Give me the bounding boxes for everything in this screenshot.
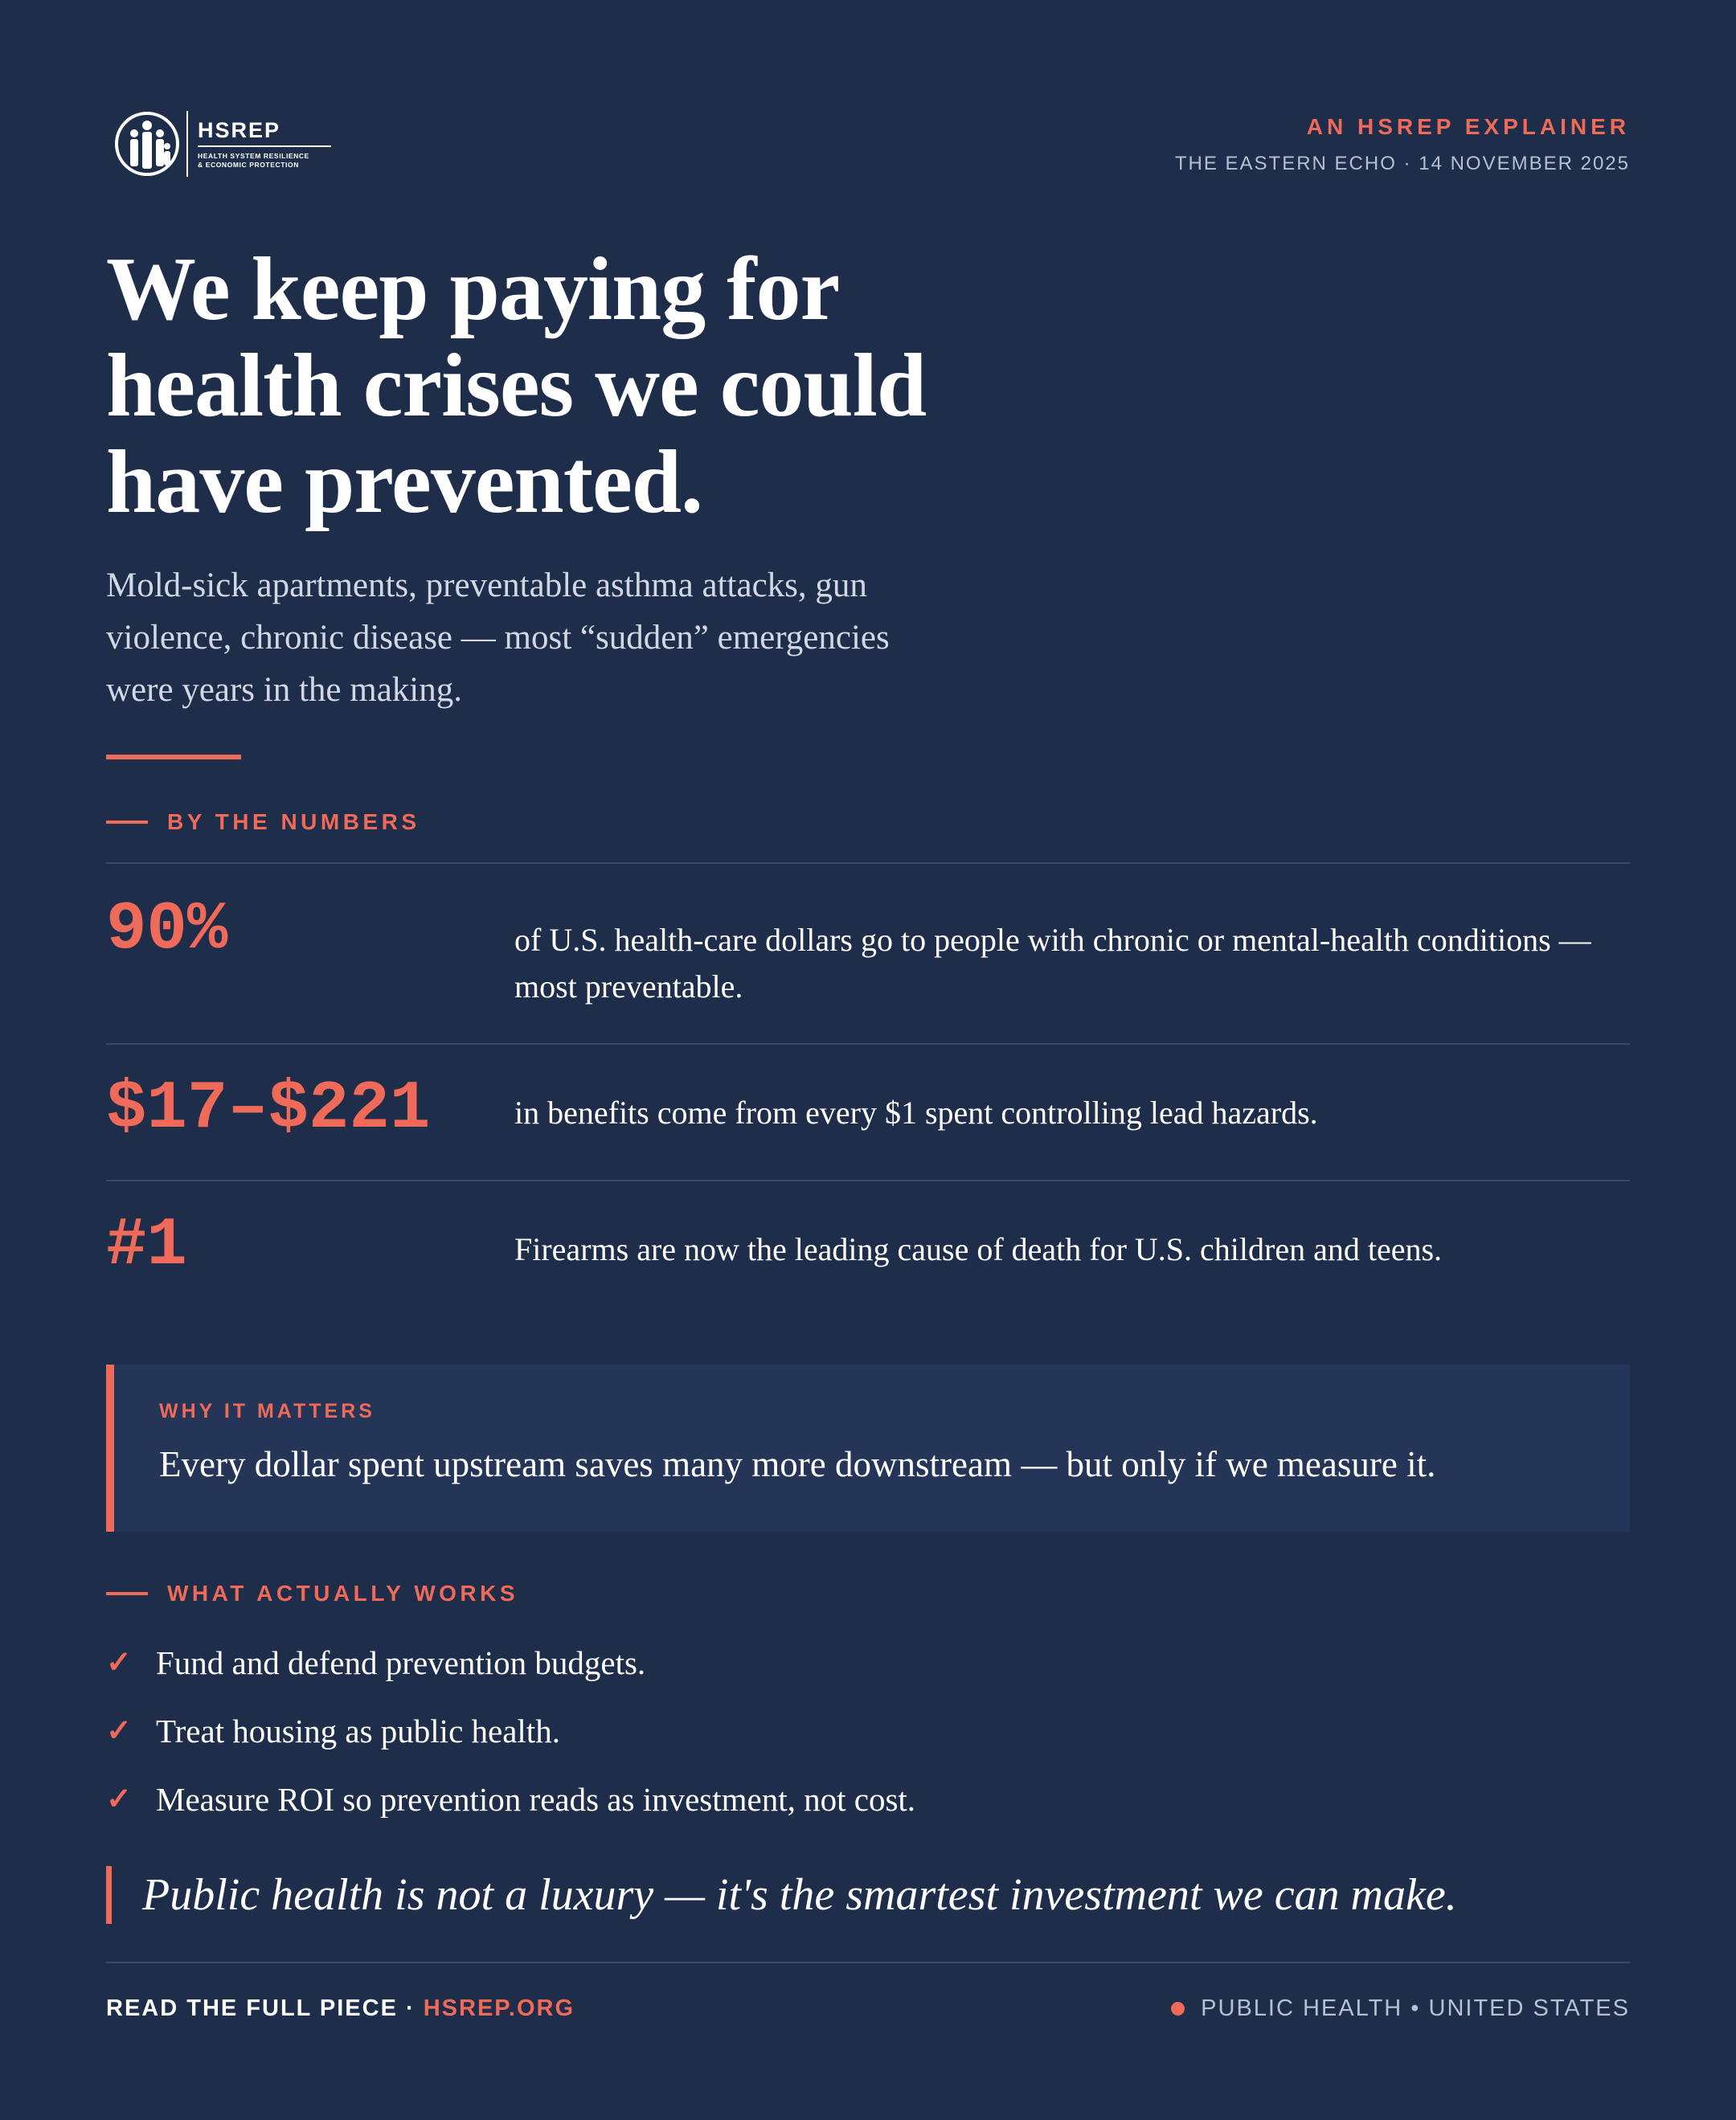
stats-list [106, 862, 1630, 1316]
footer-tags [1171, 1995, 1630, 2022]
stat-description: of U.S. health-care dollars go to people with chronic or mental-health conditions — most preventable. [514, 922, 1591, 1005]
footer-cta-text: READ THE FULL PIECE · [106, 1995, 416, 2021]
why-it-matters-callout [106, 1365, 1630, 1532]
stat-value: #1 [106, 1208, 187, 1284]
list-item-text: Measure ROI so prevention reads as investment, not cost. [156, 1780, 916, 1818]
stat-value: 90% [106, 892, 228, 968]
status-dot-icon [1171, 2002, 1185, 2016]
logo-wordmark [198, 118, 331, 170]
accent-divider [106, 755, 241, 759]
callout-text: Every dollar spent upstream saves many more downstream — but only if we measure it. [159, 1444, 1436, 1484]
explainer-kicker: AN HSREP EXPLAINER [1306, 114, 1630, 139]
section-dash [106, 821, 148, 824]
brand-name: HSREP [198, 118, 281, 142]
list-item-text: Fund and defend prevention budgets. [156, 1643, 646, 1681]
subheadline: Mold-sick apartments, preventable asthma attacks, gun violence, chronic disease — most “sudden” emergencies were years in the making. [106, 567, 890, 709]
checkmark-icon: ✓ [106, 1714, 132, 1748]
stat-row [106, 862, 1630, 1043]
stat-description: Firearms are now the leading cause of death for U.S. children and teens. [514, 1231, 1443, 1267]
dateline: THE EASTERN ECHO · 14 NOVEMBER 2025 [1174, 153, 1630, 174]
footer-cta [106, 1995, 575, 2022]
pull-quote-bar [106, 1866, 112, 1924]
logo-rule [198, 145, 331, 147]
brand-tagline-line1: HEALTH SYSTEM RESILIENCE [198, 152, 309, 160]
callout-label: WHY IT MATTERS [159, 1400, 375, 1422]
list-item [106, 1696, 915, 1765]
list-item [106, 1628, 915, 1696]
hsrep-logo[interactable] [114, 108, 331, 180]
section-label-text: BY THE NUMBERS [167, 809, 420, 834]
stat-value: $17–$221 [106, 1071, 431, 1148]
footer-divider [106, 1962, 1630, 1963]
page-title: We keep paying for health crises we could have prevented. [106, 239, 927, 532]
footer-tags-text: PUBLIC HEALTH • UNITED STATES [1201, 1995, 1630, 2021]
stat-row [106, 1180, 1630, 1316]
section-label-text: WHAT ACTUALLY WORKS [167, 1581, 519, 1606]
stat-row [106, 1043, 1630, 1180]
brand-tagline-line2: & ECONOMIC PROTECTION [198, 161, 299, 169]
section-label-works [106, 1581, 518, 1606]
pull-quote-text: Public health is not a luxury — it's the smartest investment we can make. [142, 1870, 1457, 1920]
checkmark-icon: ✓ [106, 1782, 132, 1816]
section-dash [106, 1592, 148, 1595]
people-in-circle-logo-icon [114, 108, 180, 180]
what-works-list [106, 1628, 915, 1833]
list-item [106, 1765, 915, 1833]
logo-divider [186, 111, 188, 177]
section-label-numbers [106, 809, 420, 835]
stat-description: in benefits come from every $1 spent controlling lead hazards. [514, 1095, 1318, 1131]
list-item-text: Treat housing as public health. [156, 1712, 560, 1750]
callout-accent-bar [106, 1365, 114, 1532]
checkmark-icon: ✓ [106, 1646, 132, 1680]
footer-link[interactable]: HSREP.ORG [423, 1995, 575, 2021]
pull-quote [106, 1866, 1630, 1924]
